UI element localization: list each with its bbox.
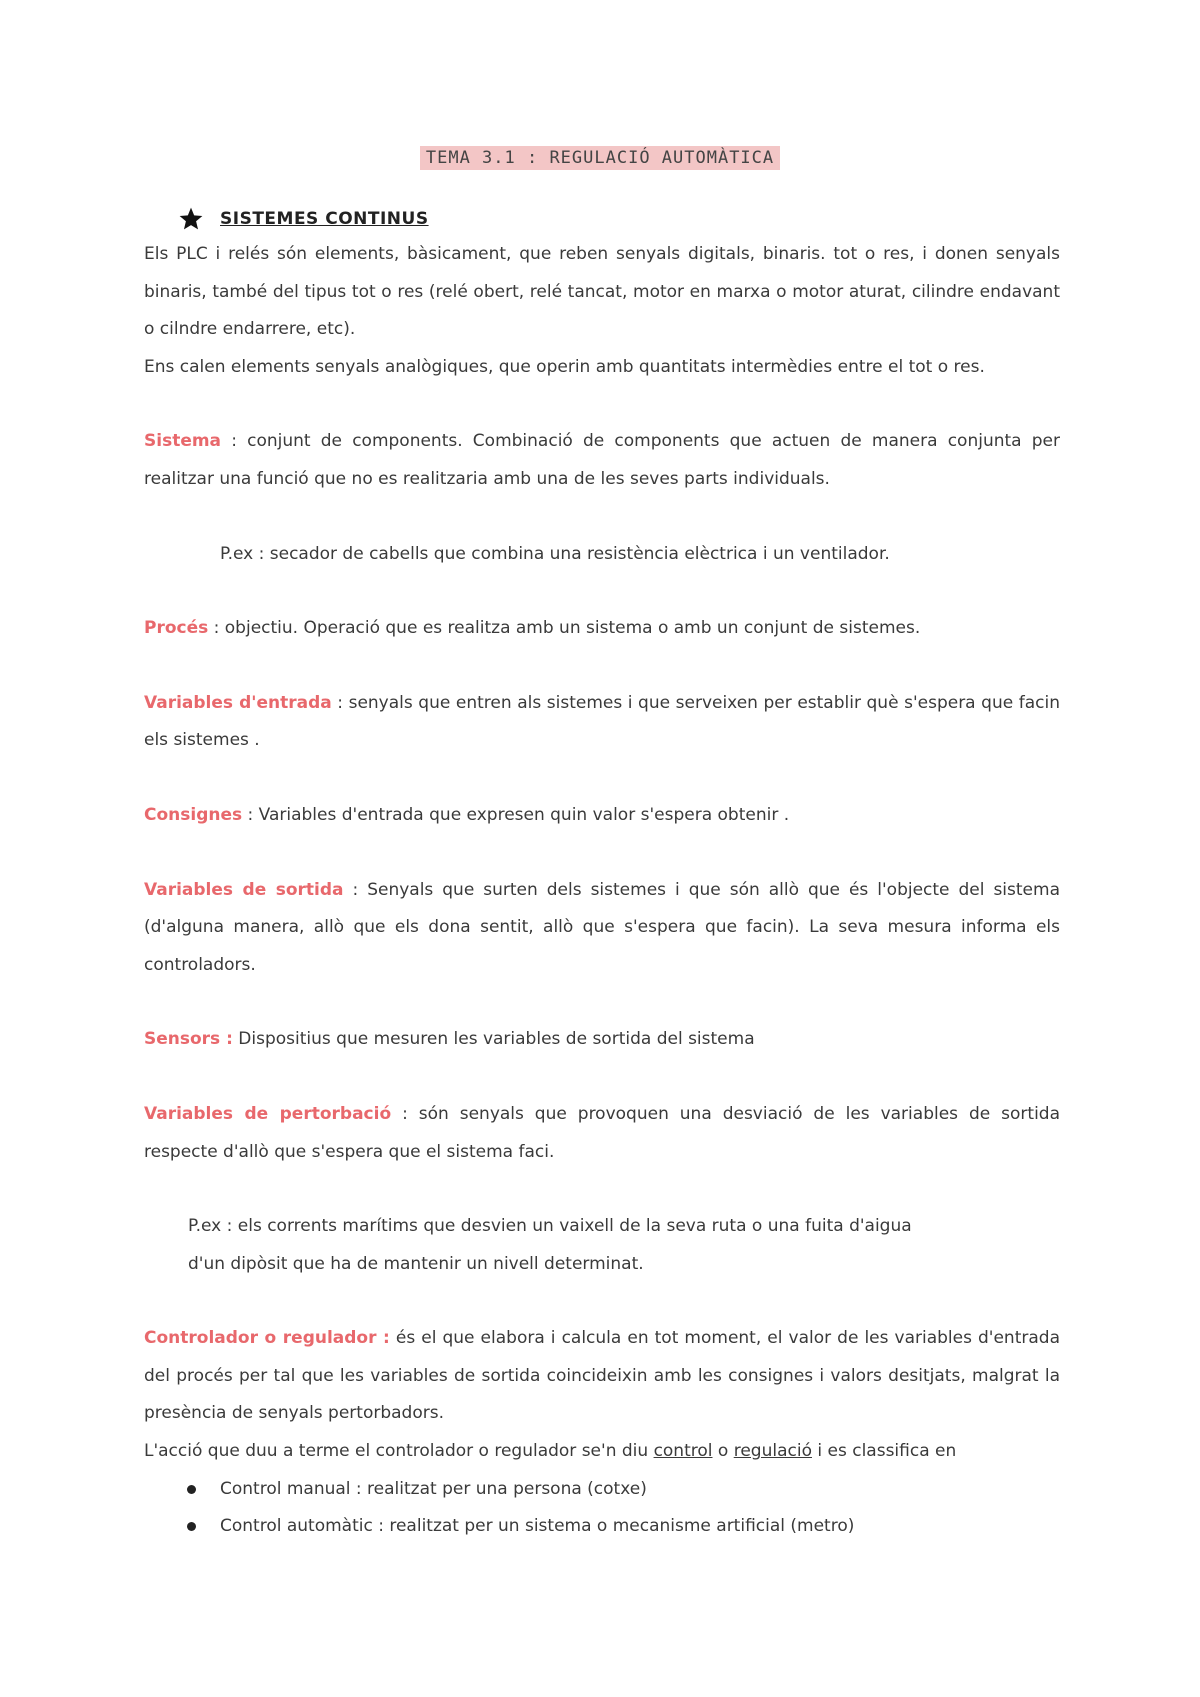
definition-sensors: [144, 1021, 1060, 1059]
term-consignes: Consignes: [144, 804, 243, 825]
term-proces: Procés: [144, 618, 209, 639]
example-sistema: P.ex : secador de cabells que combina una resistència elèctrica i un ventilador.: [220, 543, 890, 564]
page-title: TEMA 3.1 : REGULACIÓ AUTOMÀTICA: [420, 146, 780, 170]
intro-paragraph-1: Els PLC i relés són elements, bàsicament, que reben senyals digitals, binaris. tot o res, i donen senyals binaris, també del tipus tot o res (relé obert, relé tancat, motor en marxa o motor aturat, cilindre endavant o cilndre endarrere, etc).: [144, 244, 1060, 340]
classification-prefix: L'acció que duu a terme el controlador o regulador se'n diu: [144, 1441, 654, 1462]
control-types-list: [144, 1471, 1060, 1546]
definition-controlador-text: és el que elabora i calcula en tot moment, el valor de les variables d'entrada del procés per tal que les variables de sortida coincideixin amb les consignes i valors desitjats, malgrat la presència de senyals pertorbadors.: [144, 1328, 1060, 1424]
definition-sortida: [144, 872, 1060, 985]
classification-suffix: i es classifica en: [811, 1441, 957, 1462]
list-item-text: Control automàtic : realitzat per un sistema o mecanisme artificial (metro): [220, 1516, 855, 1537]
example-pertorbacio-line-2: d'un dipòsit que ha de mantenir un nivell determinat.: [188, 1253, 644, 1274]
definition-entrada: [144, 685, 1060, 760]
term-sistema: Sistema: [144, 431, 222, 452]
definition-pertorbacio-text: : són senyals que provoquen una desviació de les variables de sortida respecte d'allò que s'espera que el sistema faci.: [144, 1103, 1060, 1162]
star-icon: [178, 206, 204, 232]
classification-or: o: [712, 1441, 734, 1462]
term-pertorbacio: Variables de pertorbació: [144, 1103, 392, 1124]
term-entrada: Variables d'entrada: [144, 692, 332, 713]
term-sortida: Variables de sortida: [144, 879, 344, 900]
section-heading-text: SISTEMES CONTINUS: [220, 209, 429, 229]
section-heading: [178, 206, 429, 232]
definition-entrada-text: : senyals que entren als sistemes i que serveixen per establir què s'espera que facin els sistemes .: [144, 692, 1060, 751]
list-item-text: Control manual : realitzat per una persona (cotxe): [220, 1478, 647, 1499]
list-item: [144, 1508, 1060, 1546]
title-container: [0, 146, 1200, 170]
definition-sistema: [144, 423, 1060, 498]
bullet-icon: [187, 1522, 196, 1531]
document-body: [144, 236, 1060, 1546]
definition-pertorbacio: [144, 1096, 1060, 1171]
definition-controlador: [144, 1320, 1060, 1433]
definition-proces-text: : objectiu. Operació que es realitza amb un sistema o amb un conjunt de sistemes.: [208, 618, 921, 639]
definition-proces: [144, 610, 1060, 648]
term-controlador: Controlador o regulador :: [144, 1328, 390, 1349]
intro-paragraph-2: Ens calen elements senyals analògiques, que operin amb quantitats intermèdies entre el tot o res.: [144, 356, 985, 377]
definition-sensors-text: Dispositius que mesuren les variables de sortida del sistema: [232, 1029, 755, 1050]
control-word: control: [653, 1441, 713, 1462]
regulacio-word: regulació: [733, 1441, 812, 1462]
definition-consignes: [144, 797, 1060, 835]
definition-consignes-text: : Variables d'entrada que expresen quin valor s'espera obtenir .: [242, 804, 790, 825]
term-sensors: Sensors :: [144, 1029, 233, 1050]
list-item: [144, 1471, 1060, 1509]
classification-sentence: [144, 1433, 1060, 1471]
definition-sistema-text: : conjunt de components. Combinació de components que actuen de manera conjunta per realitzar una funció que no es realitzaria amb una de les seves parts individuals.: [144, 431, 1060, 489]
example-pertorbacio-line-1: P.ex : els corrents marítims que desvien un vaixell de la seva ruta o una fuita d'aigua: [188, 1216, 912, 1237]
bullet-icon: [187, 1485, 196, 1494]
definition-sortida-text: : Senyals que surten dels sistemes i que són allò que és l'objecte del sistema (d'alguna manera, allò que els dona sentit, allò que s'espera que facin). La seva mesura informa els controladors.: [144, 879, 1060, 975]
